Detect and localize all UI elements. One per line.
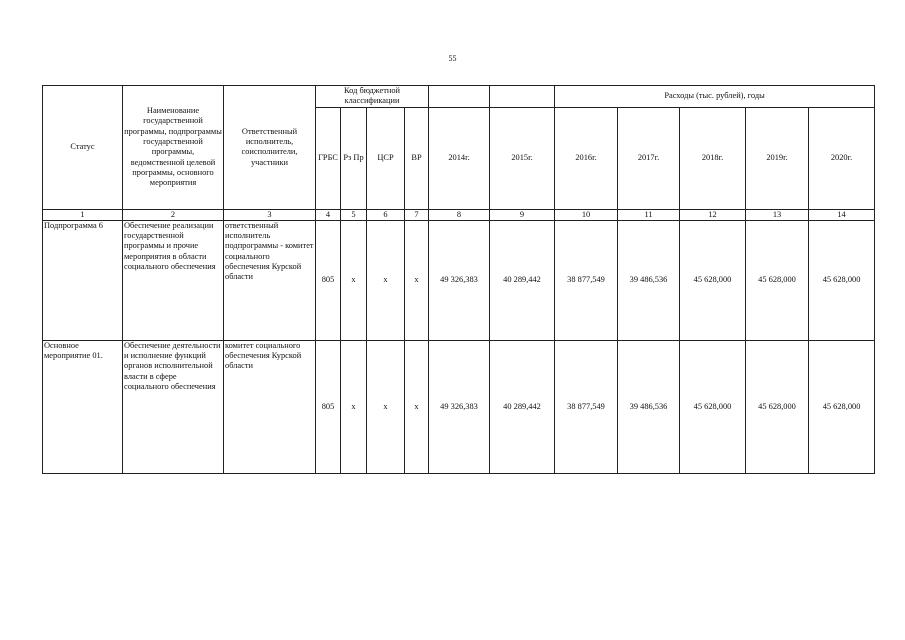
row-value: 45 628,000 xyxy=(680,220,746,340)
header-budget-code: Код бюджетной классификации xyxy=(316,86,429,108)
row-value: 38 877,549 xyxy=(555,340,618,473)
budget-table xyxy=(42,85,875,474)
column-number: 12 xyxy=(680,209,746,220)
column-number: 8 xyxy=(429,209,490,220)
column-number: 5 xyxy=(341,209,367,220)
row-value: 39 486,536 xyxy=(618,220,680,340)
table-row xyxy=(43,340,875,473)
column-number: 13 xyxy=(746,209,809,220)
header-grbs: ГРБС xyxy=(316,107,341,209)
header-name: Наименование государственной программы, подпрограммы государственной программы, ведомственной целевой программы, основного мероприятия xyxy=(123,86,224,210)
row-vr: х xyxy=(405,220,429,340)
header-row-1 xyxy=(43,86,875,108)
row-value: 40 289,442 xyxy=(490,340,555,473)
header-expenses: Расходы (тыс. рублей), годы xyxy=(555,86,875,108)
column-number: 3 xyxy=(224,209,316,220)
row-value: 39 486,536 xyxy=(618,340,680,473)
row-name: Обеспечение реализации государственной программы и прочие мероприятия в области социального обеспечения xyxy=(123,220,224,340)
column-number: 4 xyxy=(316,209,341,220)
row-status: Основное мероприятие 01. xyxy=(43,340,123,473)
row-value: 49 326,383 xyxy=(429,220,490,340)
row-value: 40 289,442 xyxy=(490,220,555,340)
row-value: 45 628,000 xyxy=(680,340,746,473)
row-grbs: 805 xyxy=(316,340,341,473)
column-number: 2 xyxy=(123,209,224,220)
column-number: 11 xyxy=(618,209,680,220)
row-grbs: 805 xyxy=(316,220,341,340)
row-status: Подпрограмма 6 xyxy=(43,220,123,340)
header-year: 2018г. xyxy=(680,107,746,209)
row-value: 49 326,383 xyxy=(429,340,490,473)
column-number: 9 xyxy=(490,209,555,220)
header-year: 2016г. xyxy=(555,107,618,209)
row-value: 38 877,549 xyxy=(555,220,618,340)
header-year: 2017г. xyxy=(618,107,680,209)
row-value: 45 628,000 xyxy=(746,220,809,340)
header-year: 2014г. xyxy=(429,107,490,209)
column-number: 6 xyxy=(367,209,405,220)
column-number: 10 xyxy=(555,209,618,220)
row-vr: х xyxy=(405,340,429,473)
row-rzpr: х xyxy=(341,220,367,340)
column-number-row xyxy=(43,209,875,220)
column-number: 1 xyxy=(43,209,123,220)
row-responsible: ответственный исполнитель подпрограммы - комитет социального обеспечения Курской области xyxy=(224,220,316,340)
table-row xyxy=(43,220,875,340)
header-year: 2019г. xyxy=(746,107,809,209)
row-value: 45 628,000 xyxy=(809,340,875,473)
row-value: 45 628,000 xyxy=(746,340,809,473)
header-status: Статус xyxy=(43,86,123,210)
header-csr: ЦСР xyxy=(367,107,405,209)
page-number: 55 xyxy=(448,54,457,63)
row-csr: х xyxy=(367,220,405,340)
header-vr: ВР xyxy=(405,107,429,209)
row-csr: х xyxy=(367,340,405,473)
header-empty-cell xyxy=(429,86,490,108)
header-rzpr: Рз Пр xyxy=(341,107,367,209)
column-number: 14 xyxy=(809,209,875,220)
row-responsible: комитет социального обеспечения Курской области xyxy=(224,340,316,473)
header-responsible: Ответственный исполнитель, соисполнители, участники xyxy=(224,86,316,210)
row-value: 45 628,000 xyxy=(809,220,875,340)
row-name: Обеспечение деятельности и исполнение функций органов исполнительной власти в сфере социального обеспечения xyxy=(123,340,224,473)
header-year: 2020г. xyxy=(809,107,875,209)
header-year: 2015г. xyxy=(490,107,555,209)
column-number: 7 xyxy=(405,209,429,220)
row-rzpr: х xyxy=(341,340,367,473)
header-empty-cell xyxy=(490,86,555,108)
